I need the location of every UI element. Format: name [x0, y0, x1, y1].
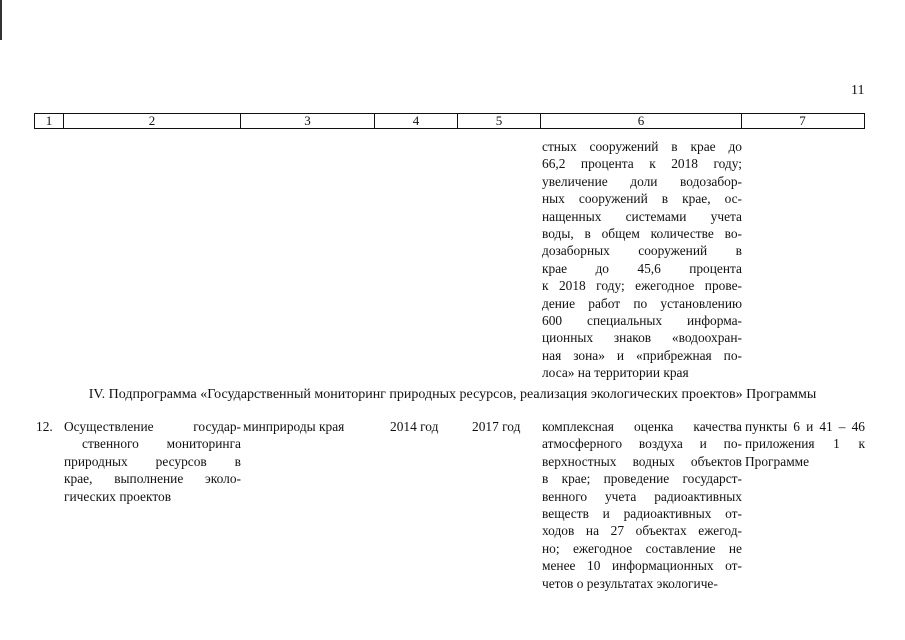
text-line: веществ и радиоактивных от- — [542, 506, 742, 522]
text-line: в крае; проведение государст- — [542, 471, 742, 487]
start-year-cell: 2014 год — [390, 419, 439, 434]
text-line: ная зона» и «прибрежная по- — [542, 347, 742, 363]
table-header-row — [34, 113, 865, 129]
text-line: воды, в общем количестве во- — [542, 226, 742, 242]
text-line: природных ресурсов в — [64, 453, 241, 469]
header-cell-4: 4 — [375, 114, 458, 128]
text-line: венного учета радиоактивных — [542, 488, 742, 504]
text-line: ственного мониторинга — [82, 436, 241, 452]
header-cell-5: 5 — [458, 114, 541, 128]
text-line: ходов на 27 объектах ежегод- — [542, 523, 742, 539]
text-line: 600 специальных информа- — [542, 313, 742, 329]
scan-edge-line — [0, 0, 2, 40]
text-line: четов о результатах экологиче- — [542, 575, 718, 591]
text-line: к 2018 году; ежегодное прове- — [542, 278, 742, 294]
text-line: Осуществление государ- — [64, 419, 241, 434]
text-line: но; ежегодное составление не — [542, 540, 742, 556]
text-line: увеличение доли водозабор- — [542, 173, 742, 189]
text-line: лоса» на территории края — [542, 365, 689, 381]
activity-cell — [64, 418, 241, 505]
text-line: пункты 6 и 41 – 46 — [745, 419, 865, 434]
header-cell-7: 7 — [799, 113, 806, 128]
text-line: стных сооружений в крае до — [542, 139, 742, 154]
text-line: атмосферного воздуха и по- — [542, 436, 742, 452]
continuation-result-cell — [542, 138, 742, 382]
text-line: крае, выполнение эколо- — [64, 471, 241, 487]
text-line: приложения 1 к — [745, 436, 865, 452]
text-line: крае до 45,6 процента — [542, 260, 742, 276]
text-line: ционных знаков «водоохран- — [542, 330, 742, 346]
text-line: дозаборных сооружений в — [542, 243, 742, 259]
text-line: верхностных водных объектов — [542, 453, 742, 469]
program-link-cell — [745, 418, 865, 470]
header-cell-3: 3 — [241, 114, 375, 128]
header-cell-6: 6 — [541, 114, 742, 128]
section-title: IV. Подпрограмма «Государственный мониторинг природных ресурсов, реализация экологических проектов» Программы — [88, 387, 817, 402]
page-number: 11 — [851, 83, 865, 98]
text-line: нащенных системами учета — [542, 208, 742, 224]
text-line: ных сооружений в крае, ос- — [542, 191, 742, 207]
header-cell-1: 1 — [35, 114, 64, 128]
row-number: 12. — [36, 419, 53, 434]
text-line: Программе — [745, 453, 810, 469]
text-line: дение работ по установлению — [542, 295, 742, 311]
text-line: 66,2 процента к 2018 году; — [542, 156, 742, 172]
header-cell-2: 2 — [64, 114, 241, 128]
executor-cell: минприроды края — [243, 419, 345, 434]
end-year-cell: 2017 год — [472, 419, 521, 434]
result-cell — [542, 418, 742, 592]
text-line: комплексная оценка качества — [542, 419, 742, 434]
text-line: менее 10 информационных от- — [542, 558, 742, 574]
text-line: гических проектов — [64, 488, 172, 504]
